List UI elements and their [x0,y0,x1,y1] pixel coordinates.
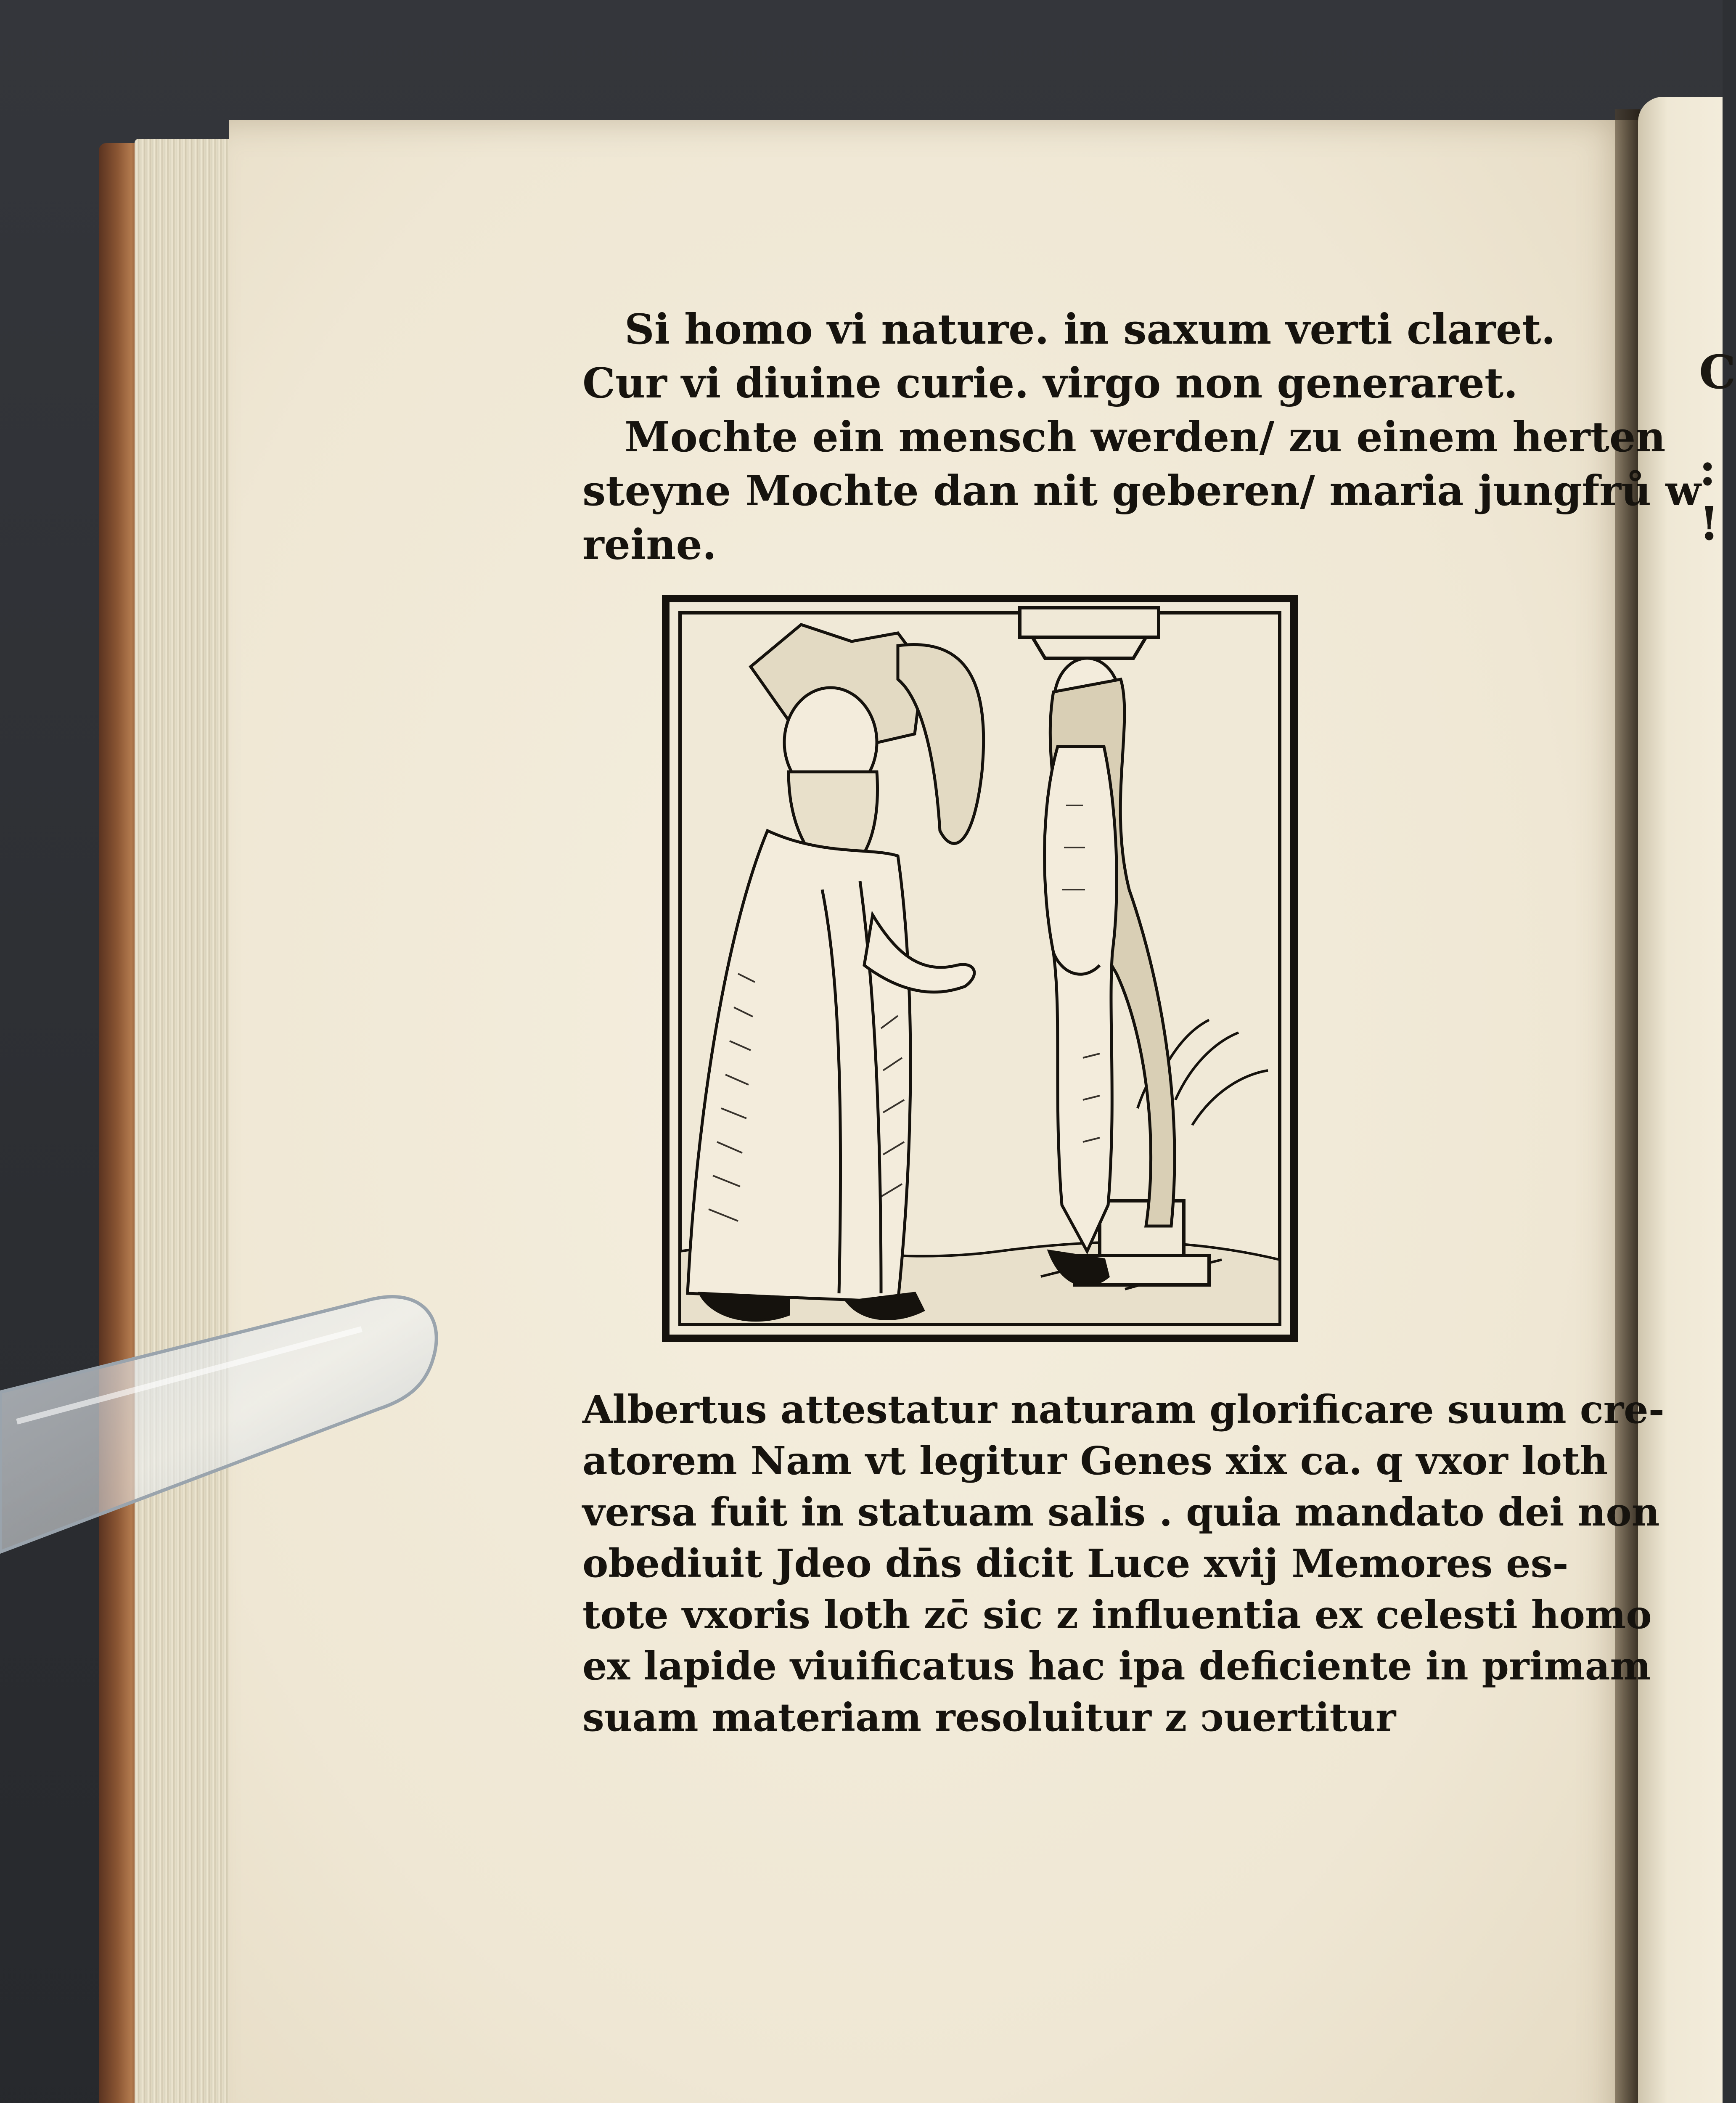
verse-line: reine. [582,521,717,569]
right-page-fragment: C [1699,345,1736,399]
right-page-fragment: ! [1699,496,1720,551]
commentary-line: atorem Nam vt legitur Genes xix ca. q vxor loth [582,1438,1608,1483]
page-turner-spatula-icon [0,1283,446,1586]
verse-line: Si homo vi nature. in saxum verti claret. [625,305,1556,354]
commentary-line: suam materiam resoluitur z ↄuertitur [582,1695,1396,1740]
commentary-line: ex lapide viuificatus hac ipa deficiente in primam [582,1643,1651,1689]
verse-line: steyne Mochte dan nit geberen/ maria jungfrů w [582,467,1701,515]
woodcut-illustration-icon [662,595,1297,1342]
commentary-line: tote vxoris loth zc̄ sic z influentia ex celesti homo [582,1592,1652,1637]
commentary-line: versa fuit in statuam salis . quia mandato dei non [582,1489,1660,1535]
verse-line: Mochte ein mensch werden/ zu einem herten [625,413,1666,461]
verse-text [582,303,1701,572]
verse-line: Cur vi diuine curie. virgo non generaret. [582,359,1518,408]
right-page-fragment: : [1699,442,1716,496]
commentary-line: obediuit Jdeo dn̄s dicit Luce xvij Memores es- [582,1541,1569,1586]
stacked-page-edges [135,139,236,2103]
commentary-text [582,1384,1665,1743]
commentary-line: Albertus attestatur naturam glorificare suum cre- [582,1387,1665,1432]
